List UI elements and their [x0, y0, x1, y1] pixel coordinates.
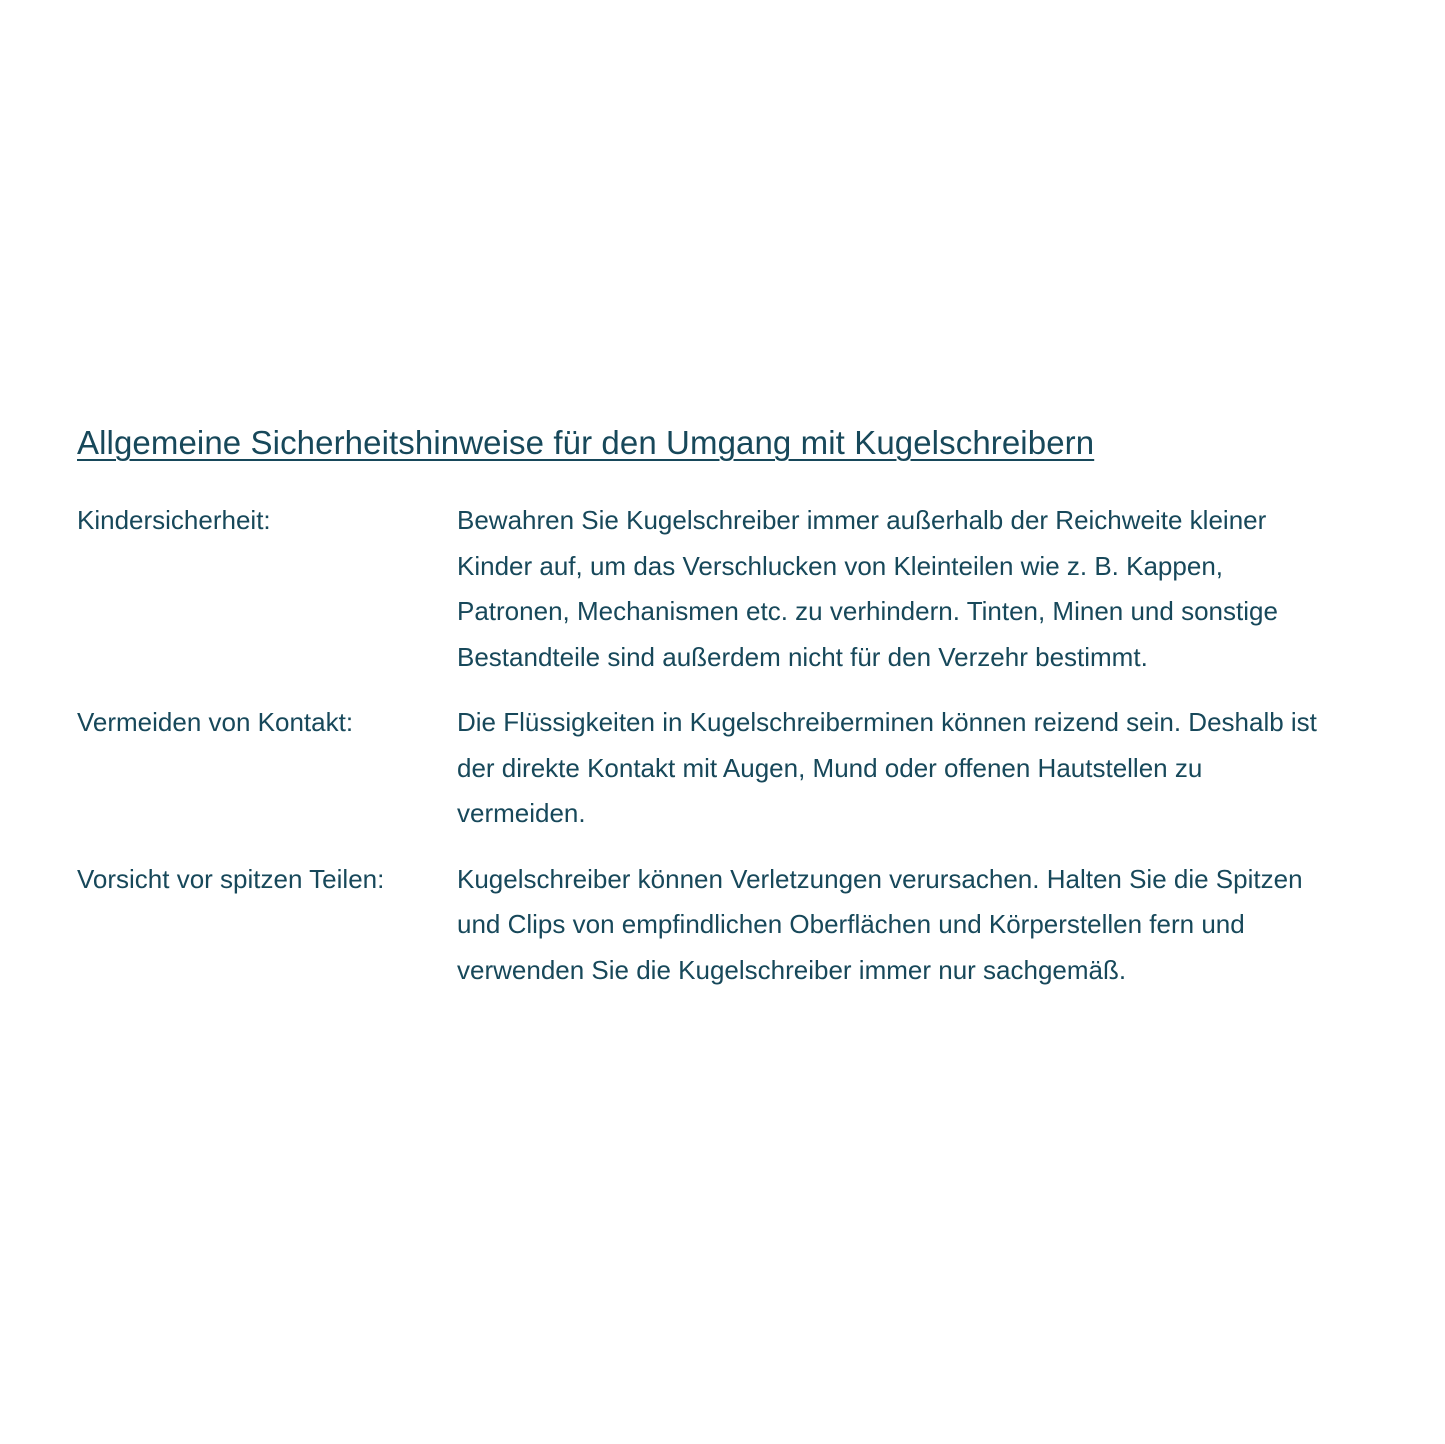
section-label: Kindersicherheit:	[77, 505, 271, 535]
text-line: der direkte Kontakt mit Augen, Mund oder offenen Hautstellen zu	[457, 752, 1203, 783]
section-label: Vorsicht vor spitzen Teilen:	[77, 863, 385, 894]
section-child-safety	[77, 498, 1417, 680]
section-label: Vermeiden von Kontakt:	[77, 707, 354, 737]
text-line: Die Flüssigkeiten in Kugelschreiberminen können reizend sein. Deshalb ist	[457, 707, 1317, 737]
text-line: Kinder auf, um das Verschlucken von Kleinteilen wie z. B. Kappen,	[457, 550, 1223, 581]
safety-notice	[77, 414, 1417, 1013]
text-line: verwenden Sie die Kugelschreiber immer nur sachgemäß.	[457, 954, 1127, 985]
section-text	[457, 498, 1417, 680]
section-text	[457, 857, 1417, 994]
page-title: Allgemeine Sicherheitshinweise für den Umgang mit Kugelschreibern	[77, 424, 1095, 461]
section-avoid-contact	[77, 700, 1417, 837]
section-sharp-parts	[77, 857, 1417, 994]
text-line: Bewahren Sie Kugelschreiber immer außerhalb der Reichweite kleiner	[457, 505, 1267, 535]
text-line: Bestandteile sind außerdem nicht für den Verzehr bestimmt.	[457, 641, 1148, 672]
text-line: Kugelschreiber können Verletzungen verursachen. Halten Sie die Spitzen	[457, 863, 1303, 894]
section-text	[457, 700, 1417, 837]
text-line: vermeiden.	[457, 798, 586, 828]
text-line: Patronen, Mechanismen etc. zu verhindern. Tinten, Minen und sonstige	[457, 596, 1278, 626]
text-line: und Clips von empfindlichen Oberflächen und Körperstellen fern und	[457, 909, 1245, 939]
